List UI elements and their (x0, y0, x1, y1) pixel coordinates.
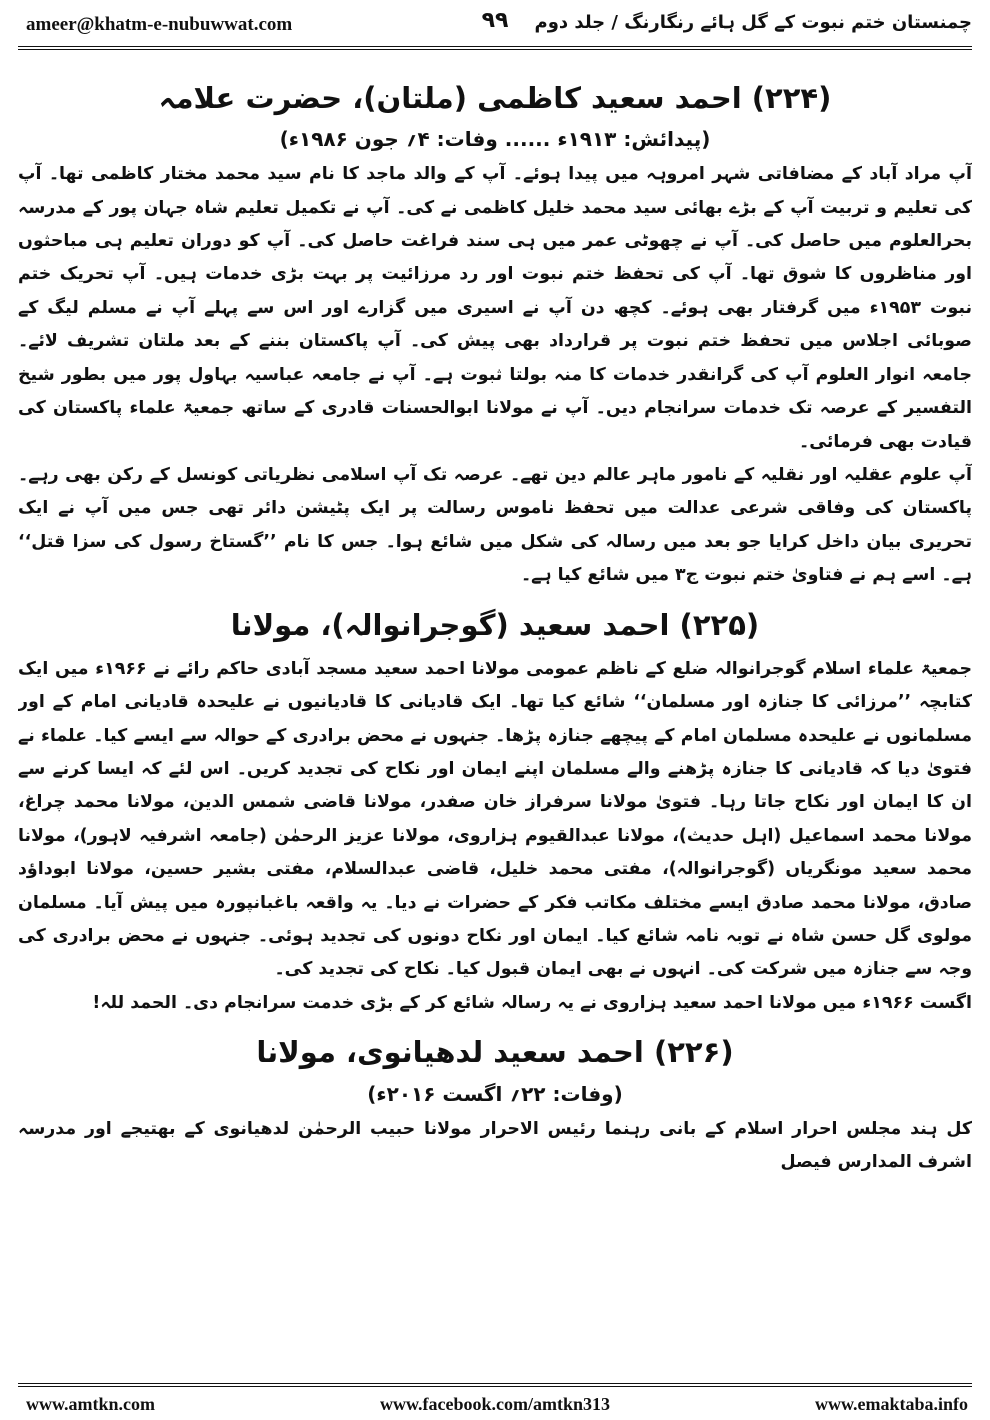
page-footer (0, 1390, 990, 1420)
section-title: (۲۲۵) احمد سعید (گوجرانوالہ)، مولانا (230, 607, 760, 642)
section-dates: (پیدائش: ۱۹۱۳ء ...... وفات: ۴؍ جون ۱۹۸۶ء) (279, 127, 711, 152)
section-paragraph: آپ مراد آباد کے مضافاتی شہر امروہہ میں پیدا ہوئے۔ آپ کے والد ماجد کا نام سید محمد مختار کاظمی تھا۔ آپ کی تعلیم و تربیت آپ کے بڑے بھائی سید محمد خلیل کاظمی نے کی۔ آپ نے تکمیل تعلیم شاہ جہان پور کے مدرسہ بحرالعلوم میں حاصل کی۔ آپ نے چھوٹی عمر میں ہی سند فراغت حاصل کی۔ آپ کو دوران تعلیم ہی مباحثوں اور مناظروں کا شوق تھا۔ آپ کی تحفظ ختم نبوت اور رد مرزائیت پر بہت بڑی خدمات ہیں۔ آپ تحریک ختم نبوت ۱۹۵۳ء میں گرفتار بھی ہوئے۔ کچھ دن آپ نے اسیری میں گزارے اور اس سے پہلے آپ نے مسلم لیگ کے صوبائی اجلاس میں تحفظ ختم نبوت پر قرارداد بھی پیش کی۔ آپ پاکستان بننے کے بعد ملتان تشریف لائے۔ جامعہ انوار العلوم آپ کی گرانقدر خدمات کا منہ بولتا ثبوت ہے۔ آپ نے جامعہ عباسیہ بہاول پور میں بطور شیخ التفسیر کے عرصہ تک خدمات سرانجام دیں۔ آپ نے مولانا ابوالحسنات قادری کے ساتھ جمعیۃ علماء پاکستان کی قیادت بھی فرمائی۔ (18, 164, 972, 452)
header-divider (18, 46, 972, 50)
footer-divider (18, 1383, 972, 1387)
page-body (18, 66, 972, 1376)
footer-link-facebook[interactable]: www.facebook.com/amtkn313 (380, 1394, 610, 1414)
header-email: ameer@khatm-e-nubuwwat.com (26, 14, 293, 35)
section-dates: (وفات: ۲۲؍ اگست ۲۰۱۶ء) (367, 1081, 623, 1106)
section-paragraph: اگست ۱۹۶۶ء میں مولانا احمد سعید ہزاروی نے یہ رسالہ شائع کر کے بڑی خدمت سرانجام دی۔ الحمد للہ! (92, 992, 972, 1013)
footer-link-emaktaba[interactable]: www.emaktaba.info (814, 1394, 968, 1414)
page-number: ۹۹ (481, 8, 509, 33)
page-header (0, 0, 990, 52)
section-title: (۲۲۴) احمد سعید کاظمی (ملتان)، حضرت علامہ (158, 81, 832, 115)
footer-link-amtkn[interactable]: www.amtkn.com (26, 1394, 155, 1414)
section-paragraph: آپ علوم عقلیہ اور نقلیہ کے نامور ماہر عالم دین تھے۔ عرصہ تک آپ اسلامی نظریاتی کونسل کے رکن بھی رہے۔ پاکستان کی وفاقی شرعی عدالت میں تحفظ ناموس رسالت پر ایک پٹیشن دائر تھی جس میں آپ نے ایک تحریری بیان داخل کرایا جو بعد میں رسالہ کی شکل میں شائع ہوا۔ جس کا نام ’’گستاخ رسول کی سزا قتل‘‘ ہے۔ اسے ہم نے فتاویٰ ختم نبوت ج۳ میں شائع کیا ہے۔ (18, 464, 972, 586)
section-paragraph: جمعیۃ علماء اسلام گوجرانوالہ ضلع کے ناظم عمومی مولانا احمد سعید مسجد آبادی حاکم رائے نے ۱۹۶۶ء میں ایک کتابچہ ’’مرزائی کا جنازہ اور مسلمان‘‘ شائع کیا تھا۔ ایک قادیانی کا قادیانیوں نے علیحدہ قادیانی امام کے اور مسلمانوں نے علیحدہ مسلمان امام کے پیچھے جنازہ پڑھا۔ جنہوں نے محض برادری کے حوالہ سے ایسے کیا۔ علماء نے فتویٰ دیا کہ قادیانی کا جنازہ پڑھنے والے مسلمان اپنے ایمان اور نکاح کی تجدید کریں۔ اس لئے کہ ایسا کرنے سے ان کا ایمان اور نکاح جاتا رہا۔ فتویٰ مولانا سرفراز خان صفدر، مولانا قاضی شمس الدین، مولانا محمد چراغ، مولانا محمد اسماعیل (اہل حدیث)، مولانا عبدالقیوم ہزاروی، مولانا عزیز الرحمٰن (جامعہ اشرفیہ لاہور)، مولانا محمد سعید مونگریاں (گوجرانوالہ)، مفتی محمد خلیل، قاضی عبدالسلام، مفتی بشیر حسین، مولانا ابوداؤد صادق، مولانا محمد صادق ایسے مختلف مکاتب فکر کے حضرات نے دیا۔ یہ واقعہ باغبانپورہ میں پیش آیا۔ مسلمان مولوی گل حسن شاہ نے توبہ نامہ شائع کیا۔ ایمان اور نکاح دونوں کی تجدید ہوئی۔ جنہوں نے محض برادری کی وجہ سے جنازہ میں شرکت کی۔ انہوں نے بھی ایمان قبول کیا۔ نکاح کی تجدید کی۔ (18, 658, 972, 980)
book-title: چمنستان ختم نبوت کے گل ہائے رنگارنگ / جلد دوم (534, 12, 972, 33)
section-title: (۲۲۶) احمد سعید لدھیانوی، مولانا (256, 1035, 734, 1070)
section-paragraph: کل ہند مجلس احرار اسلام کے بانی رہنما رئیس الاحرار مولانا حبیب الرحمٰن لدھیانوی کے بھتیجے اور مدرسہ اشرف المدارس فیصل (18, 1118, 972, 1172)
